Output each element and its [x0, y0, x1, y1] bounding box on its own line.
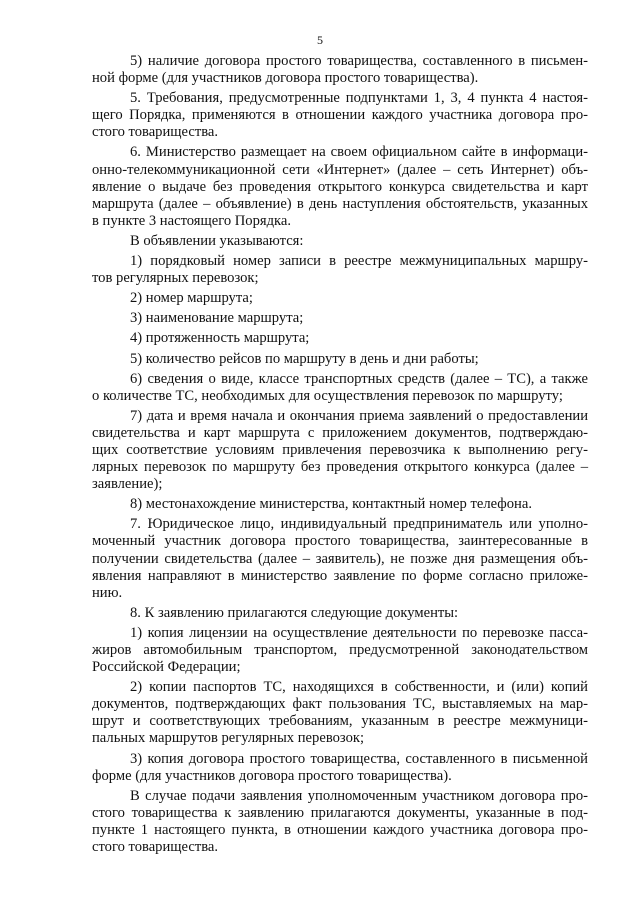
- text-line: заявление);: [92, 476, 163, 493]
- text-line: жиров автомобильным транспортом, предусмотренной законодательством: [92, 642, 588, 658]
- text-line: шрут и соответствующих требованиям, указанным в реестре межмуници-: [92, 713, 588, 730]
- paragraph: [92, 53, 588, 87]
- text-line: 7) дата и время начала и окончания приема заявлений о предоставлении: [130, 407, 588, 424]
- paragraph: [92, 408, 588, 493]
- paragraph: [92, 516, 588, 601]
- paragraph: [92, 625, 588, 676]
- paragraph: [92, 144, 588, 229]
- text-line: стого товарищества.: [92, 124, 219, 141]
- text-line: 7. Юридическое лицо, индивидуальный предприниматель или уполно-: [130, 516, 588, 533]
- text-line: 5) наличие договора простого товарищества, составленного в письмен-: [130, 53, 588, 69]
- text-line: стого товарищества к заявлению прилагаются документы, указанные в под-: [92, 804, 588, 821]
- text-line: о количестве ТС, необходимых для осуществления перевозок по маршруту;: [92, 387, 563, 404]
- paragraph: [92, 310, 588, 327]
- text-line: явление о выдаче без проведения открытого конкурса свидетельства и карт: [92, 178, 588, 195]
- document-body: [92, 53, 588, 856]
- paragraph: [92, 496, 588, 513]
- text-line: свидетельства и карт маршрута с приложением документов, подтверждаю-: [92, 424, 588, 441]
- text-line: 6) сведения о виде, классе транспортных средств (далее – ТС), а также: [130, 370, 588, 387]
- paragraph: [92, 253, 588, 287]
- text-line: онно-телекоммуникационной сети «Интернет» (далее – сеть Интернет) объ-: [92, 161, 588, 178]
- text-line: ной форме (для участников договора простого товарищества).: [92, 70, 479, 87]
- text-line: моченный участник договора простого товарищества, заинтересованные в: [92, 533, 588, 550]
- text-line: пункте 1 настоящего пункта, в отношении каждого участника договора про-: [92, 821, 588, 838]
- text-line: получении свидетельства (далее – заявитель), не позже дня размещения объ-: [92, 550, 588, 567]
- text-line: 3) копия договора простого товарищества, составленного в письменной: [130, 750, 588, 767]
- text-line: Российской Федерации;: [92, 659, 241, 676]
- paragraph: [92, 330, 588, 347]
- text-line: 2) копии паспортов ТС, находящихся в собственности, и (или) копий: [130, 679, 588, 696]
- text-line: 2) номер маршрута;: [130, 290, 253, 307]
- text-line: В объявлении указываются:: [130, 232, 304, 249]
- text-line: в пункте 3 настоящего Порядка.: [92, 212, 292, 229]
- text-line: лярных перевозок по маршруту без проведения открытого конкурса (далее –: [92, 459, 588, 476]
- text-line: 8. К заявлению прилагаются следующие документы:: [130, 604, 459, 621]
- text-line: 5) количество рейсов по маршруту в день и дни работы;: [130, 350, 479, 367]
- text-line: нию.: [92, 584, 123, 601]
- text-line: щего Порядка, применяются в отношении каждого участника договора про-: [92, 107, 588, 124]
- paragraph: [92, 605, 588, 622]
- text-line: 3) наименование маршрута;: [130, 310, 304, 327]
- text-line: 5. Требования, предусмотренные подпунктами 1, 3, 4 пункта 4 настоя-: [130, 90, 588, 107]
- text-line: маршрута (далее – объявление) в день наступления обстоятельств, указанных: [92, 195, 588, 212]
- text-line: В случае подачи заявления уполномоченным участником договора про-: [130, 787, 588, 804]
- text-line: тов регулярных перевозок;: [92, 270, 259, 287]
- text-line: 6. Министерство размещает на своем официальном сайте в информаци-: [130, 144, 588, 161]
- text-line: 4) протяженность маршрута;: [130, 330, 310, 347]
- paragraph: [92, 788, 588, 856]
- text-line: форме (для участников договора простого товарищества).: [92, 767, 452, 784]
- text-line: 1) порядковый номер записи в реестре межмуниципальных маршру-: [130, 253, 588, 270]
- paragraph: [92, 233, 588, 250]
- text-line: пальных маршрутов регулярных перевозок;: [92, 730, 365, 747]
- paragraph: [92, 679, 588, 747]
- paragraph: [92, 371, 588, 405]
- text-line: явления направляют в министерство заявление по форме согласно приложе-: [92, 567, 588, 584]
- text-line: щих соответствие условиям привлечения перевозчика к выполнению регу-: [92, 441, 588, 458]
- paragraph: [92, 290, 588, 307]
- text-line: документов, подтверждающих факт пользования ТС, выставляемых на мар-: [92, 696, 588, 713]
- paragraph: [92, 351, 588, 368]
- text-line: 1) копия лицензии на осуществление деятельности по перевозке пасса-: [130, 624, 588, 641]
- text-line: стого товарищества.: [92, 839, 219, 856]
- paragraph: [92, 90, 588, 141]
- text-line: 8) местонахождение министерства, контактный номер телефона.: [130, 496, 532, 513]
- page-number: 5: [317, 33, 323, 47]
- paragraph: [92, 751, 588, 785]
